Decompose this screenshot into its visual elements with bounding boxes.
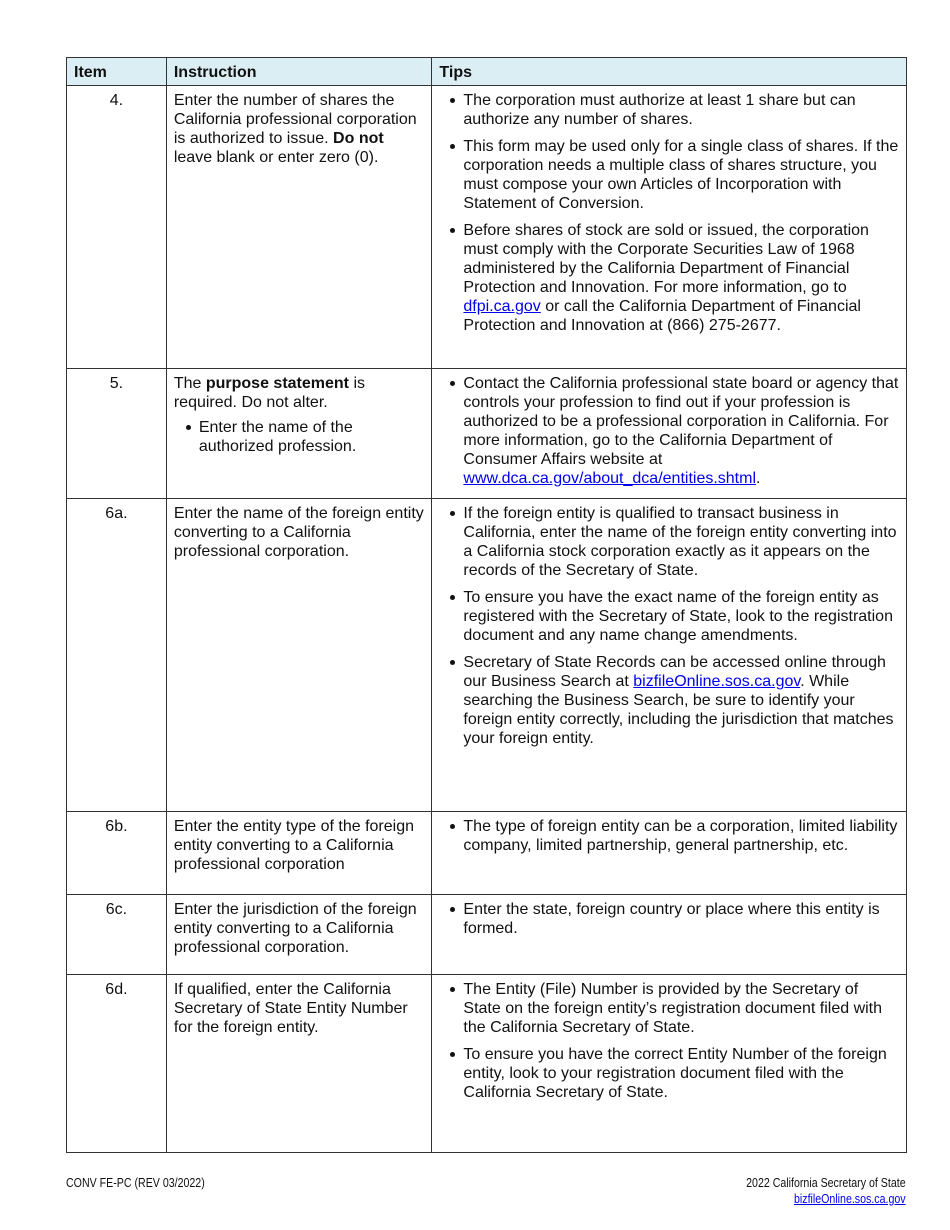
instruction-text [174, 374, 425, 412]
tip-bullet [448, 91, 899, 129]
item-number: 6b. [67, 812, 167, 895]
text: Enter the number of shares the California professional corporation is authorized to issue. [173, 92, 417, 147]
text: The [173, 375, 206, 392]
table-header-row [67, 58, 907, 86]
table-row [67, 369, 907, 499]
tip-bullet [448, 374, 899, 488]
text: Enter the name of the foreign entity converting to a California professional corporation. [173, 505, 424, 560]
item-number: 6d. [67, 975, 167, 1153]
text: Secretary of State Records can be accessed online through our Business Search at [463, 654, 886, 690]
text: The type of foreign entity can be a corporation, limited liability company, limited partnership, general partnership, etc. [463, 818, 898, 854]
item-number: 4. [67, 86, 167, 369]
text: leave blank or enter zero (0). [173, 149, 379, 166]
item-number: 6a. [67, 499, 167, 812]
footer-right [747, 1175, 906, 1207]
text: If qualified, enter the California Secretary of State Entity Number for the foreign entity. [173, 981, 408, 1036]
table-row [67, 975, 907, 1153]
text: Enter the jurisdiction of the foreign entity converting to a California professional corporation. [173, 901, 417, 956]
header-item: Item [67, 58, 167, 86]
instruction-text [174, 900, 425, 957]
text: Before shares of stock are sold or issued, the corporation must comply with the Corporate Securities Law of 1968 administered by the California Department of Financial Protection and Innovation. For more information, go to [463, 222, 869, 296]
instruction-text [174, 980, 425, 1037]
instruction-cell [166, 86, 432, 369]
table-row [67, 86, 907, 369]
tips-cell [432, 975, 907, 1153]
table-row [67, 895, 907, 975]
table-row [67, 812, 907, 895]
instructions-table [66, 57, 907, 1153]
header-tips: Tips [432, 58, 907, 86]
tip-bullet [448, 1045, 899, 1102]
item-number: 6c. [67, 895, 167, 975]
text: is required. Do not alter. [173, 375, 365, 411]
tips-cell [432, 499, 907, 812]
tips-cell [432, 86, 907, 369]
instruction-text [174, 504, 425, 561]
form-id: CONV FE-PC (REV 03/2022) [66, 1176, 205, 1190]
copyright: 2022 California Secretary of State [746, 1176, 906, 1190]
instruction-cell [166, 499, 432, 812]
tip-bullet [448, 980, 899, 1037]
text: Contact the California professional state board or agency that controls your profession to find out if your profession is authorized to be a professional corporation in California. For more information, go to the California Department of Consumer Affairs website at [463, 375, 899, 468]
instruction-bullet: Enter the name of the authorized profession. [184, 418, 425, 456]
tips-cell [432, 369, 907, 499]
item-number: 5. [67, 369, 167, 499]
tip-bullet [448, 653, 899, 748]
header-instruction: Instruction [166, 58, 432, 86]
text: Enter the entity type of the foreign entity converting to a California professional corporation [173, 818, 414, 873]
tip-link[interactable]: bizfileOnline.sos.ca.gov [633, 673, 801, 690]
tip-bullet [448, 588, 899, 645]
instruction-text [174, 817, 425, 874]
tip-bullet [448, 221, 899, 335]
website-link[interactable]: bizfileOnline.sos.ca.gov [794, 1192, 906, 1206]
bold-text: Do not [333, 130, 384, 147]
tip-link[interactable]: www.dca.ca.gov/about_dca/entities.shtml [463, 470, 757, 487]
tip-link[interactable]: dfpi.ca.gov [463, 298, 541, 315]
tip-bullet [448, 137, 899, 213]
text: The Entity (File) Number is provided by the Secretary of State on the foreign entity’s registration document filed with the California Secretary of State. [463, 981, 883, 1036]
bold-text: purpose statement [205, 375, 349, 392]
text: or call the California Department of Financial Protection and Innovation at (866) 275-2677. [463, 298, 861, 334]
text: If the foreign entity is qualified to transact business in California, enter the name of the foreign entity converting into a California stock corporation exactly as it appears on the records of the Secretary of State. [463, 505, 897, 579]
instruction-cell [166, 975, 432, 1153]
instruction-text [174, 91, 425, 167]
instruction-cell [166, 369, 432, 499]
tip-bullet [448, 504, 899, 580]
tip-bullet [448, 900, 899, 938]
tips-cell [432, 812, 907, 895]
text: . [756, 470, 761, 487]
tips-cell [432, 895, 907, 975]
instruction-cell [166, 812, 432, 895]
text: To ensure you have the exact name of the foreign entity as registered with the Secretary of State, look to the registration document and any name change amendments. [463, 589, 893, 644]
table-row [67, 499, 907, 812]
text: . While searching the Business Search, be sure to identify your foreign entity correctly, including the jurisdiction that matches your foreign entity. [463, 673, 894, 747]
text: This form may be used only for a single class of shares. If the corporation needs a multiple class of shares structure, you must compose your own Articles of Incorporation with Statement of Conversion. [463, 138, 899, 212]
text: The corporation must authorize at least 1 share but can authorize any number of shares. [463, 92, 856, 128]
text: To ensure you have the correct Entity Number of the foreign entity, look to your registration document filed with the California Secretary of State. [463, 1046, 887, 1101]
instruction-cell [166, 895, 432, 975]
text: Enter the state, foreign country or place where this entity is formed. [463, 901, 880, 937]
tip-bullet [448, 817, 899, 855]
